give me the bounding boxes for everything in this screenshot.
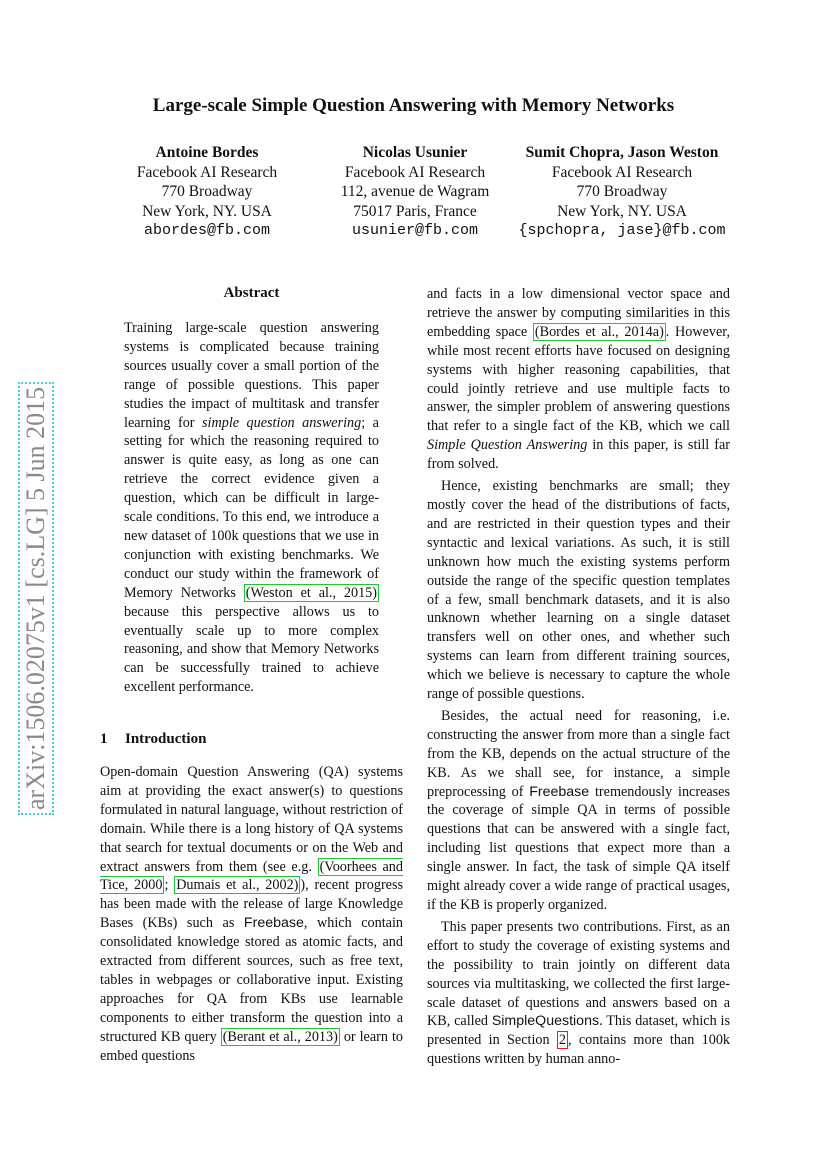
dataset-name: SimpleQuestions [491,1013,600,1030]
abstract-text-part: ; a setting for which the reasoning required to answer is quite easy, as long as one can retrieve the correct evidence given a question, which can be difficult in large-scale conditions. To this end, we introduce a new dataset of 100k questions that we use in conjunction with existing benchmarks. We conduct our study within the framework of Memory Networks [124,414,379,601]
body-text: , contains more than 100k questions written by human anno- [427,1032,731,1068]
author-name: Nicolas Usunier [362,144,468,161]
body-text: and facts in a low dimensional vector space and retrieve the answer by computing similarities in this embedding space [427,286,730,340]
author-address: 770 Broadway [576,183,668,200]
paper-title: Large-scale Simple Question Answering with Memory Networks [152,95,675,116]
author-block [87,143,327,241]
section-heading [100,731,206,748]
citation-link[interactable]: (Weston et al., 2015) [245,584,377,601]
abstract-emphasis: simple question answering [202,414,362,431]
citation-link[interactable]: (Bordes et al., 2014a) [534,323,664,340]
body-text: . This dataset, which is presented in Section [427,1013,731,1049]
author-address: 75017 Paris, France [353,202,477,220]
abstract-text [124,319,379,697]
body-text: in this paper, is still far from solved. [427,437,730,473]
body-text: This paper presents two contributions. First, as an effort to study the coverage of existing systems and the possibility to train jointly on different data sources via multitasking, we collected the first large-scale dataset of questions and answers based on a KB, called [427,918,730,1030]
author-block [295,143,535,241]
author-email: {spchopra, jase}@fb.com [518,222,726,239]
paragraph [427,285,730,474]
body-text: Besides, the actual need for reasoning, i.e. constructing the answer from more than a single fact from the KB, depends on the actual structure of the KB. As we shall see, for instance, a simple preprocessing of [427,707,730,800]
freebase-term: Freebase [243,915,304,932]
abstract-heading: Abstract [223,285,280,301]
author-address: New York, NY. USA [557,202,687,220]
author-affiliation: Facebook AI Research [551,163,693,181]
author-name: Sumit Chopra, Jason Weston [525,144,719,161]
citation-link[interactable]: Dumais et al., 2002) [176,877,299,894]
author-block [502,143,742,241]
section-title: Introduction [125,731,207,747]
arxiv-stamp-link[interactable]: arXiv:1506.02075v1 [cs.LG] 5 Jun 2015 [18,382,54,815]
author-email: usunier@fb.com [351,222,479,239]
author-affiliation: Facebook AI Research [344,163,486,181]
body-text: Open-domain Question Answering (QA) systems aim at providing the exact answer(s) to questions formulated in natural language, without restriction of domain. While there is a long history of QA systems that search for textual documents or on the Web and extract answers from them (see e.g. [100,764,403,875]
author-name: Antoine Bordes [155,144,259,161]
body-text: ), recent progress has been made with the release of large Knowledge Bases (KBs) such as [100,877,404,932]
author-address: 770 Broadway [161,183,253,200]
paragraph [427,707,730,915]
body-text: . However, while most recent efforts have focused on designing systems with higher reasoning capabilities, that could jointly retrieve and use multiple facts to answer, the simpler problem of answering questions that refer to a single fact of the KB, which we call [427,323,730,435]
author-email: abordes@fb.com [143,222,271,239]
emphasis-term: Simple Question Answering [427,437,588,454]
body-text: ; [164,877,175,894]
abstract-text-part: because this perspective allows us to eventually scale up to more complex reasoning, and show that Memory Networks can be successfully trained to achieve excellent performance. [124,603,379,696]
body-text: , which contain consolidated knowledge stored as atomic facts, and extracted from different sources, such as free text, tables in webpages or collaborative input. Existing approaches for QA from KBs use learnable components to either transform the question into a structured KB query [100,915,403,1045]
citation-link[interactable]: (Berant et al., 2013) [222,1028,338,1045]
author-affiliation: Facebook AI Research [136,163,278,181]
body-text: or learn to embed questions [100,1028,403,1064]
intro-paragraph [100,763,403,1066]
section-reference-link[interactable]: 2 [558,1032,566,1049]
paragraph: Hence, existing benchmarks are small; they mostly cover the head of the distributions of facts, and are restricted in their question types and their syntactic and lexical variations. As such, it is still unknown how much the existing systems perform outside the range of the specific question templates of a few, small benchmark datasets, and it is also unknown whether learning on a single dataset transfers well on other ones, and whether such systems can learn from different training sources, which we believe is necessary to capture the whole range of possible questions. [427,478,730,703]
author-address: 112, avenue de Wagram [340,183,490,200]
section-number: 1 [100,731,108,747]
author-address: New York, NY. USA [142,202,272,220]
citation-link[interactable]: (Voorhees and Tice, 2000 [100,858,403,894]
paragraph [427,918,730,1069]
abstract-text-part: Training large-scale question answering systems is complicated because training sources usually cover a small portion of the range of possible questions. This paper studies the impact of multitask and transfer learning for [124,320,379,431]
freebase-term: Freebase [529,783,590,800]
right-column [427,285,730,1072]
body-text: tremendously increases the coverage of simple QA in terms of possible questions that can be answered with a single fact, including list questions that expect more than a single answer. In fact, the task of simple QA itself might already cover a wide range of practical usages, if the KB is properly organized. [427,783,730,913]
